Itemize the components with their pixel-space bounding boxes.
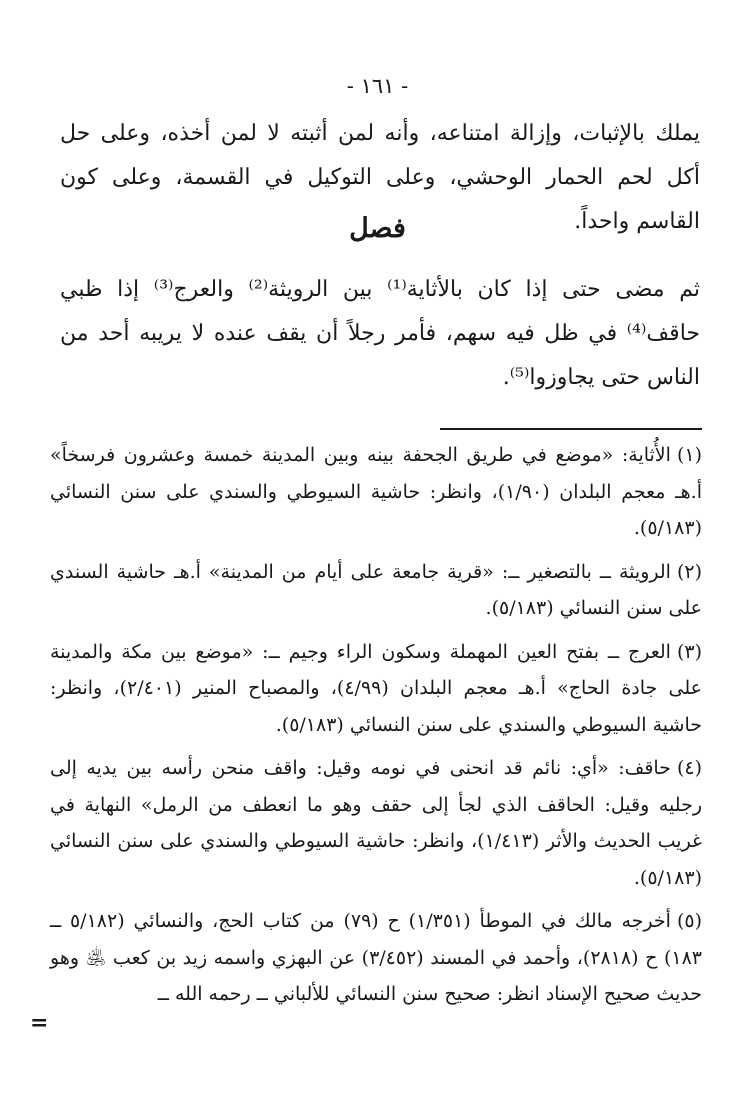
- footnote-text: العرج ــ بفتح العين المهملة وسكون الراء وجيم ــ: «موضع بين مكة والمدينة على جادة الحاج» أ.هـ معجم البلدان (٤/٩٩)، والمصباح المنير (٢/٤٠١)، وانظر: حاشية السيوطي والسندي على سنن النسائي (٥/١٨٣).: [50, 640, 702, 736]
- footnote-number: (٢): [676, 560, 702, 583]
- continuation-mark: =: [30, 1010, 49, 1036]
- footnote-text: حاقف: «أي: نائم قد انحنى في نومه وقيل: واقف منحن رأسه بين يديه إلى رجليه وقيل: الحاقف الذي لجأ إلى حقف وهو ما انعطف من الرمل» النهاية في غريب الحديث والأثر (١/٤١٣)، وانظر: حاشية السيوطي والسندي على سنن النسائي (٥/١٨٣).: [50, 757, 702, 889]
- footnote-number: (١): [676, 444, 702, 466]
- footnote-number: (٥): [676, 910, 702, 932]
- footnote-1: [50, 437, 702, 547]
- footnote-text: أخرجه مالك في الموطأ (١/٣٥١) ح (٧٩) من كتاب الحج، والنسائي (٥/١٨٢ ــ ١٨٣) ح (٢٨١٨)، وأحمد في المسند (٣/٤٥٢) عن البهزي واسمه زيد بن كعب ﵁ وهو حديث صحيح الإسناد انظر: صحيح سنن النسائي للألباني ــ رحمه الله ــ: [50, 910, 702, 1005]
- footnotes-list: [50, 437, 702, 1020]
- footnote-4: [50, 750, 702, 896]
- footnote-5: [50, 903, 702, 1013]
- footnote-3: [50, 634, 702, 744]
- intro-paragraph: يملك بالإثبات، وإزالة امتناعه، وأنه لمن أثبته لا لمن أخذه، وعلى حل أكل لحم الحمار الوحشي، وعلى التوكيل في القسمة، وعلى كون القاسم واحداً.: [60, 121, 700, 234]
- footnote-number: (٣): [676, 640, 702, 663]
- footnote-2: [50, 554, 702, 627]
- footnote-text: الأُثاية: «موضع في طريق الجحفة بينه وبين المدينة خمسة وعشرون فرسخاً» أ.هـ معجم البلدان (١/٩٠)، وانظر: حاشية السيوطي والسندي على سنن النسائي (٥/١٨٣).: [50, 444, 702, 539]
- footnote-number: (٤): [676, 757, 702, 779]
- footnote-text: الرويثة ــ بالتصغير ــ: «قرية جامعة على أيام من المدينة» أ.هـ حاشية السندي على سنن النسائي (٥/١٨٣).: [50, 560, 702, 619]
- footnote-separator: [440, 428, 702, 430]
- main-paragraph: ثم مضى حتى إذا كان بالأثاية⁽¹⁾ بين الرويثة⁽²⁾ والعرج⁽³⁾ إذا ظبي حاقف⁽⁴⁾ في ظل فيه سهم، فأمر رجلاً أن يقف عنده لا يريبه أحد من الناس حتى يجاوزوا⁽⁵⁾.: [60, 277, 700, 390]
- section-heading: فصل: [349, 213, 406, 244]
- page-number: - ١٦١ -: [346, 74, 409, 98]
